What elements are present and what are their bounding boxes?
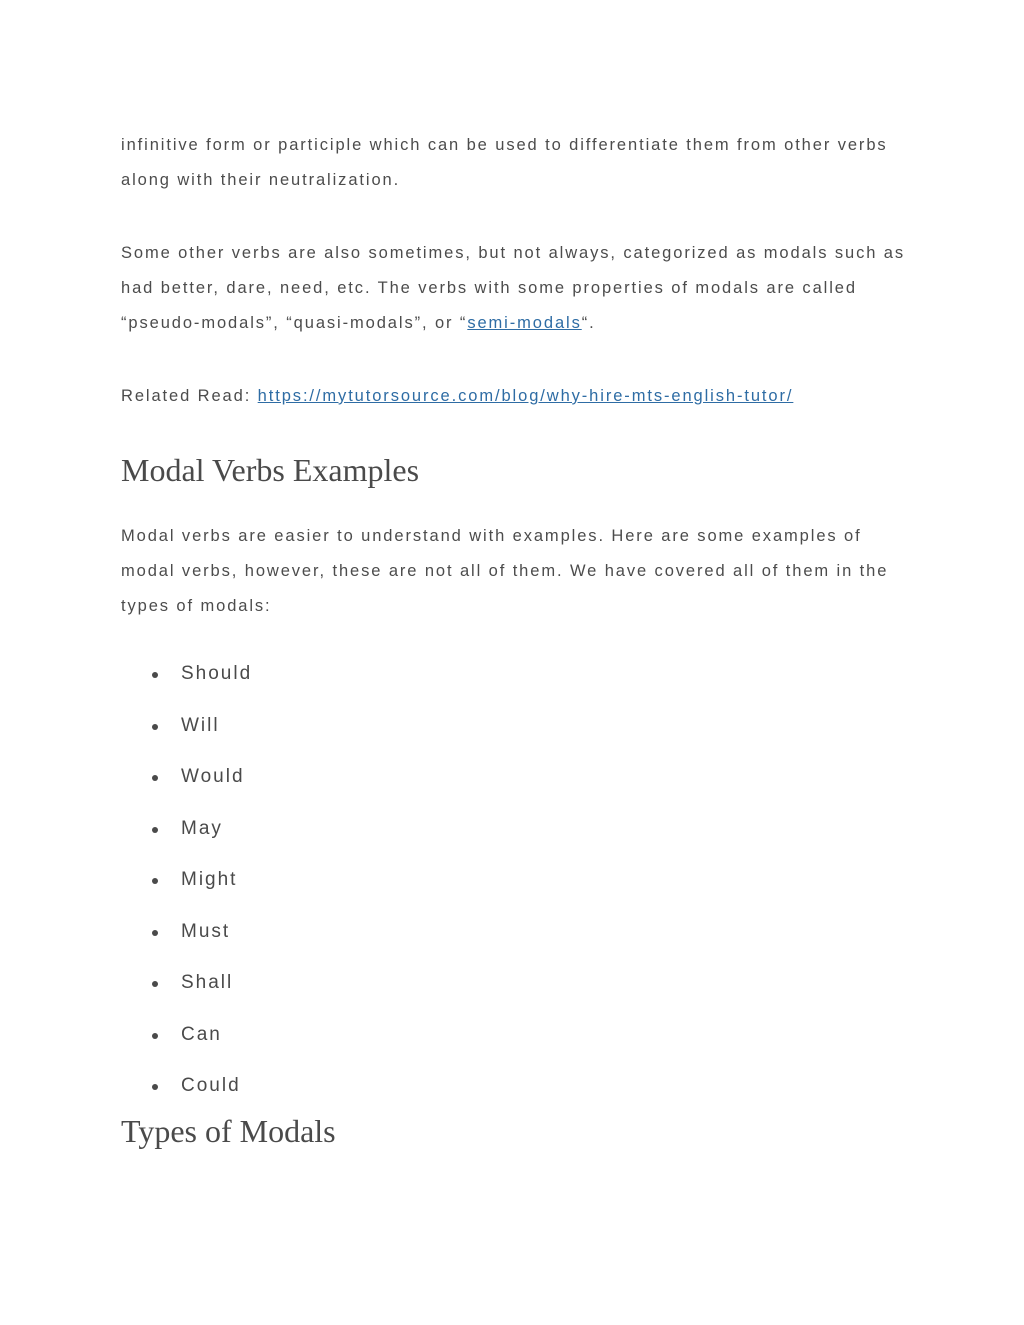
heading-types-of-modals: Types of Modals <box>121 1112 336 1149</box>
related-read-label: Related Read: <box>121 387 258 405</box>
bullet-icon <box>152 827 158 833</box>
bullet-icon <box>152 1084 158 1090</box>
paragraph-semi-modals-suffix: “. <box>581 314 596 332</box>
list-item <box>121 661 911 713</box>
list-item-label: Would <box>181 766 245 787</box>
list-item <box>121 970 911 1022</box>
list-item-label: Shall <box>181 972 234 993</box>
modal-verbs-list <box>121 661 911 1125</box>
list-item <box>121 764 911 816</box>
document-page <box>121 128 911 1150</box>
list-item-label: May <box>181 817 223 839</box>
related-read-link[interactable]: https://mytutorsource.com/blog/why-hire-mts-english-tutor/ <box>257 387 794 405</box>
list-item <box>121 816 911 868</box>
list-item-label: Must <box>181 920 231 942</box>
list-item <box>121 919 911 971</box>
heading-modal-verbs-examples: Modal Verbs Examples <box>121 452 420 488</box>
bullet-icon <box>152 724 158 730</box>
bullet-icon <box>152 981 158 987</box>
bullet-icon <box>152 775 158 781</box>
bullet-icon <box>152 1033 158 1039</box>
paragraph-semi-modals-text: Some other verbs are also sometimes, but not always, categorized as modals such as had better, dare, need, etc. The verbs with some properties of modals are called “pseudo-modals”, “quasi-modals”, or “ <box>121 244 906 332</box>
list-item <box>121 1073 911 1125</box>
paragraph-infinitive: infinitive form or participle which can be used to differentiate them from other verbs along with their neutralization. <box>121 136 888 189</box>
list-item <box>121 713 911 765</box>
list-item-label: Should <box>181 663 253 684</box>
list-item-label: Will <box>181 714 220 736</box>
list-item <box>121 867 911 919</box>
list-item-label: Could <box>181 1075 241 1096</box>
list-item-label: Can <box>181 1023 222 1045</box>
bullet-icon <box>152 930 158 936</box>
bullet-icon <box>152 878 158 884</box>
list-item <box>121 1022 911 1074</box>
bullet-icon <box>152 672 158 678</box>
paragraph-semi-modals <box>121 236 911 341</box>
paragraph-examples-intro: Modal verbs are easier to understand with examples. Here are some examples of modal verbs, however, these are not all of them. We have covered all of them in the types of modals: <box>121 527 889 615</box>
semi-modals-link[interactable]: semi-modals <box>467 314 582 332</box>
related-read <box>121 379 911 414</box>
list-item-label: Might <box>181 869 238 890</box>
